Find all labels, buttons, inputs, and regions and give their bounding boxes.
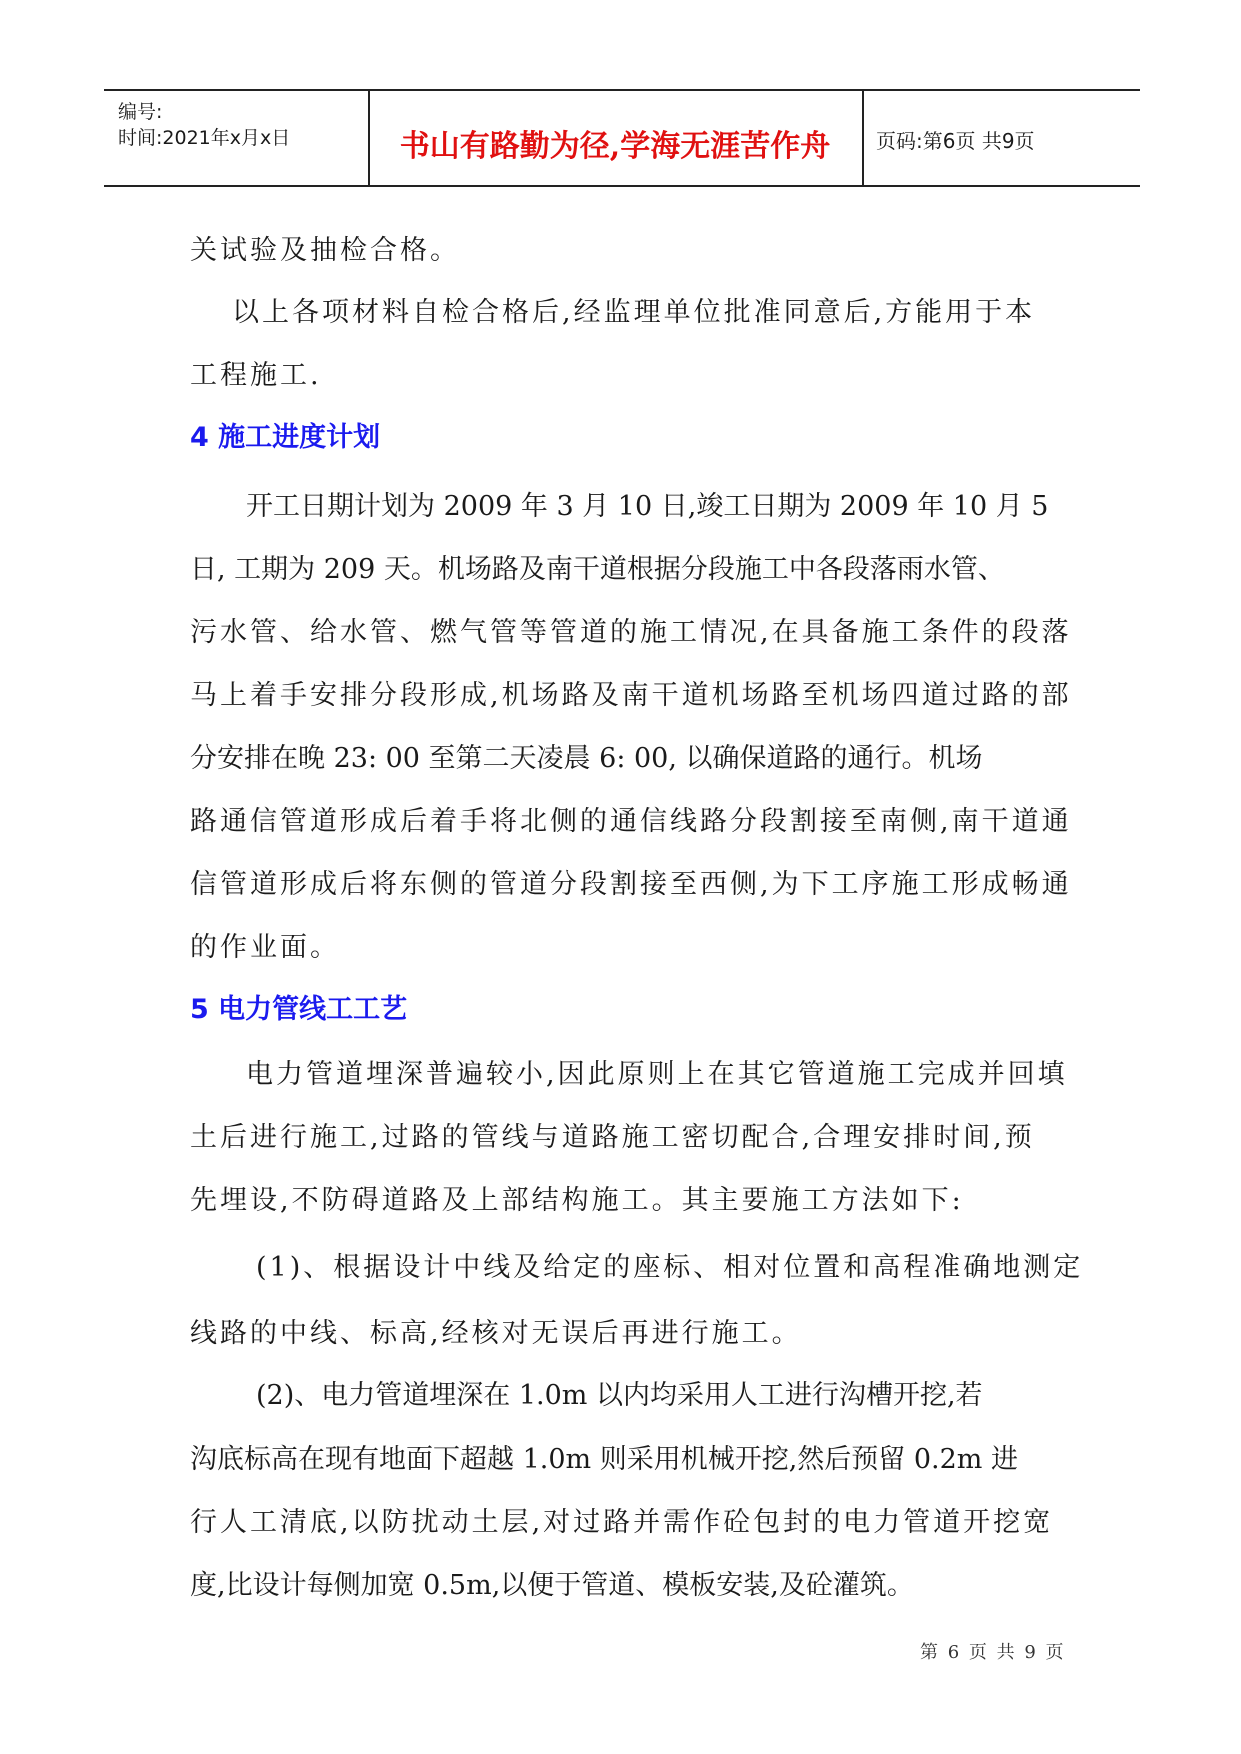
page-footer: 第 6 页 共 9 页: [920, 1642, 1066, 1663]
body-line: 线路的中线、标高,经核对无误后再进行施工。: [190, 1318, 802, 1349]
section-heading: 4 施工进度计划: [190, 422, 381, 453]
body-line: 信管道形成后将东侧的管道分段割接至西侧,为下工序施工形成畅通: [190, 869, 1072, 900]
body-line: 工程施工.: [190, 360, 322, 391]
header-motto-cell: [368, 91, 864, 185]
number-label: 编号:: [118, 101, 163, 123]
section-heading: 5 电力管线工工艺: [190, 994, 408, 1025]
body-line: (2)、电力管道埋深在 1.0m 以内均采用人工进行沟槽开挖,若: [256, 1380, 983, 1411]
body-line: 以上各项材料自检合格后,经监理单位批准同意后,方能用于本: [232, 297, 1036, 328]
body-line: 行人工清底,以防扰动土层,对过路并需作砼包封的电力管道开挖宽: [190, 1507, 1054, 1538]
body-line: 路通信管道形成后着手将北侧的通信线路分段割接至南侧,南干道通: [190, 806, 1072, 837]
motto: 书山有路勤为径,学海无涯苦作舟: [399, 129, 831, 164]
header-info-cell: [104, 91, 370, 185]
body-line: 先埋设,不防碍道路及上部结构施工。其主要施工方法如下:: [190, 1185, 964, 1216]
body-line: 的作业面。: [190, 932, 340, 963]
page-label: 页码:第6页 共9页: [876, 129, 1035, 153]
header-page-cell: [862, 91, 1140, 185]
body-line: 日, 工期为 209 天。机场路及南干道根据分段施工中各段落雨水管、: [190, 554, 1005, 585]
header-table: [104, 89, 1140, 187]
body-line: 污水管、给水管、燃气管等管道的施工情况,在具备施工条件的段落: [190, 617, 1072, 648]
body-line: 分安排在晚 23: 00 至第二天凌晨 6: 00, 以确保道路的通行。机场: [190, 743, 983, 774]
body-line: 开工日期计划为 2009 年 3 月 10 日,竣工日期为 2009 年 10 月 5: [246, 491, 1049, 522]
body-line: (1)、根据设计中线及给定的座标、相对位置和高程准确地测定: [256, 1252, 1084, 1283]
body-line: 马上着手安排分段形成,机场路及南干道机场路至机场四道过路的部: [190, 680, 1072, 711]
body-line: 关试验及抽检合格。: [190, 235, 460, 266]
body-line: 土后进行施工,过路的管线与道路施工密切配合,合理安排时间,预: [190, 1122, 1035, 1153]
body-line: 度,比设计每侧加宽 0.5m,以便于管道、模板安装,及砼灌筑。: [190, 1570, 914, 1601]
body-line: 沟底标高在现有地面下超越 1.0m 则采用机械开挖,然后预留 0.2m 进: [190, 1444, 1018, 1475]
time-label: 时间:2021年x月x日: [118, 127, 291, 149]
body-line: 电力管道埋深普遍较小,因此原则上在其它管道施工完成并回填: [246, 1059, 1068, 1090]
